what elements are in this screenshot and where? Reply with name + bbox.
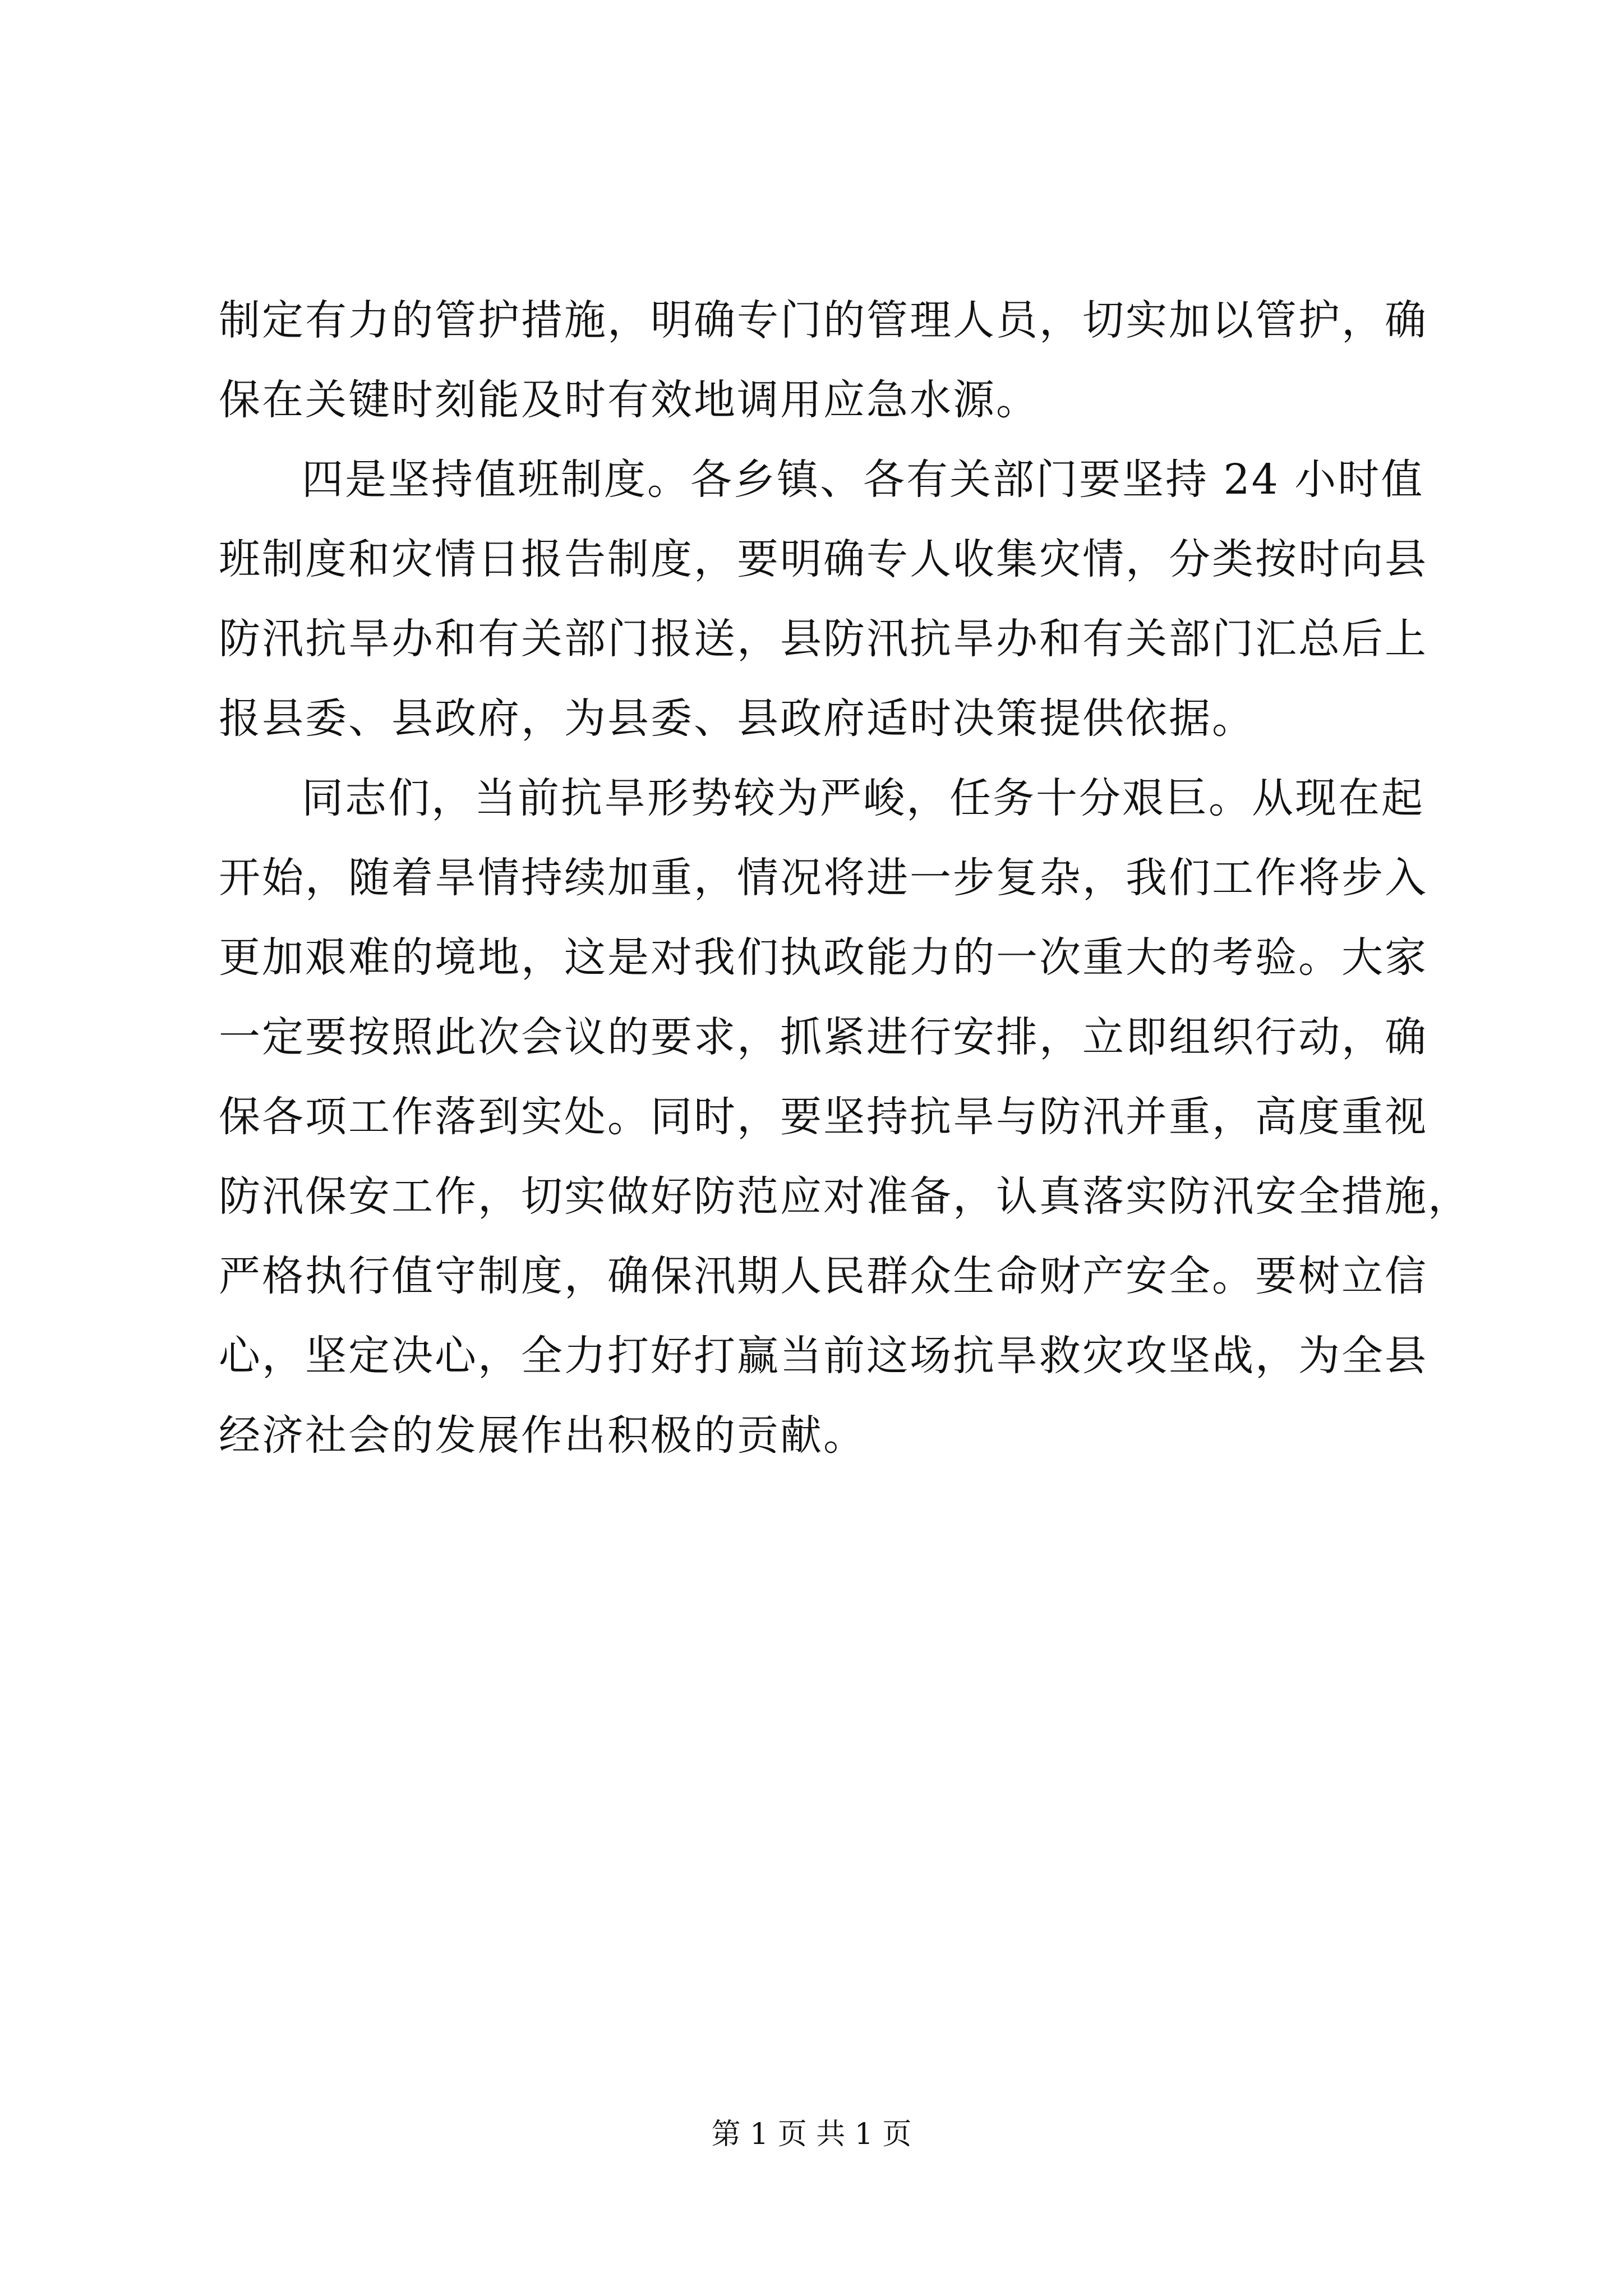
- text-line: 经济社会的发展作出积极的贡献。: [219, 1411, 866, 1460]
- text-line: 保各项工作落到实处。同时，要坚持抗旱与防汛并重，高度重视: [219, 1093, 1428, 1141]
- text-line: 严格执行值守制度，确保汛期人民群众生命财产安全。要树立信: [219, 1252, 1428, 1300]
- text-line: 一定要按照此次会议的要求，抓紧进行安排，立即组织行动，确: [219, 1013, 1428, 1061]
- text-line: 报县委、县政府，为县委、县政府适时决策提供依据。: [219, 694, 1255, 743]
- text-line: 更加艰难的境地，这是对我们执政能力的一次重大的考验。大家: [219, 933, 1428, 982]
- document-body: [219, 280, 1471, 1475]
- text-line: 制定有力的管护措施，明确专门的管理人员，切实加以管护，确: [219, 296, 1428, 344]
- text-line: 防汛保安工作，切实做好防范应对准备，认真落实防汛安全措施，: [219, 1172, 1471, 1221]
- text-line: 开始，随着旱情持续加重，情况将进一步复杂，我们工作将步入: [219, 854, 1428, 902]
- paragraph-start-line: 同志们，当前抗旱形势较为严峻，任务十分艰巨。从现在起: [302, 774, 1424, 822]
- text-line: 保在关键时刻能及时有效地调用应急水源。: [219, 376, 1039, 424]
- text-line: 班制度和灾情日报告制度，要明确专人收集灾情，分类按时向县: [219, 535, 1428, 583]
- paragraph-start-line: 四是坚持值班制度。各乡镇、各有关部门要坚持 24 小时值: [302, 455, 1424, 504]
- text-line: 防汛抗旱办和有关部门报送，县防汛抗旱办和有关部门汇总后上: [219, 615, 1428, 663]
- page-number-footer: 第 1 页 共 1 页: [711, 2118, 912, 2151]
- text-line: 心，坚定决心，全力打好打赢当前这场抗旱救灾攻坚战，为全县: [219, 1332, 1428, 1380]
